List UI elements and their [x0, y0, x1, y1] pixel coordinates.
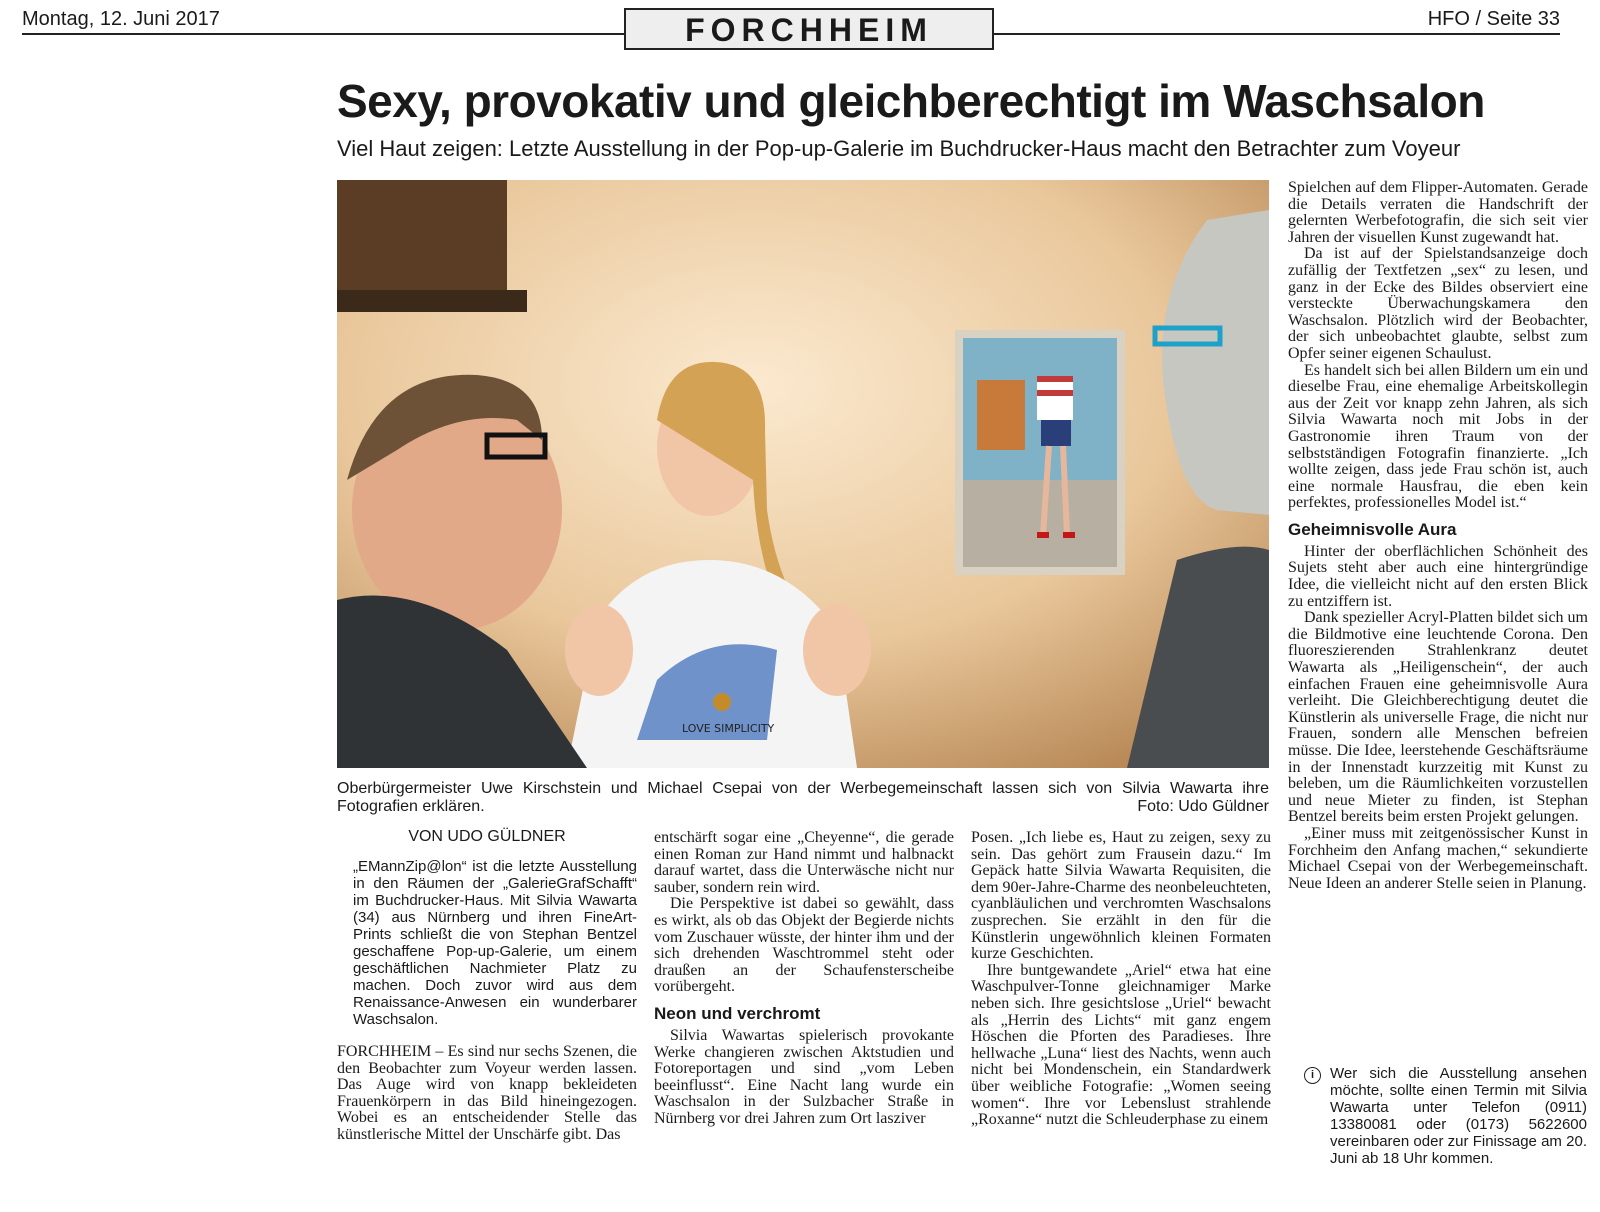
page-number: HFO / Seite 33 [1427, 8, 1560, 30]
paragraph: FORCHHEIM – Es sind nur sechs Szenen, die den Beobachter zum Voyeur werden lassen. Das Auge wird von knapp bekleideten Frauenkörpern in das Bild hineingezogen. Wobei es an entscheidender Stelle das künstlerische Mittel der Unschärfe gibt. Das [337, 1043, 637, 1143]
article-column-1 [337, 828, 637, 1144]
article-column-3 [971, 830, 1271, 1129]
paragraph: „Einer muss mit zeitgenössischer Kunst in Forchheim den Anfang machen,“ sekundierte Michael Csepai von der Werbegemeinschaft. Neue Ideen an anderer Stelle seien in Planung. [1288, 824, 1588, 892]
photo-illustration [337, 180, 1269, 768]
paragraph: Silvia Wawartas spielerisch provokante Werke changieren zwischen Aktstudien und Fotoreportagen und sind „vom Leben beeinflusst“. Eine Nacht lang wurde ein Waschsalon in der Sulzbacher Straße in Nürnberg vor drei Jahren zum Ort lasziver [654, 1026, 954, 1127]
info-box [1304, 1065, 1587, 1167]
info-text: Wer sich die Ausstellung ansehen möchte, sollte einen Termin mit Silvia Wawarta unter Telefon (0911) 13380081 oder (0173) 5622600 vereinbaren oder zur Finissage am 20. Juni ab 18 Uhr kommen. [1330, 1065, 1587, 1167]
article-column-2 [654, 830, 954, 1128]
caption-text: Oberbürgermeister Uwe Kirschstein und Michael Csepai von der Werbegemeinschaft lassen sich von Silvia Wawarta ihre Fotografien erklären. [337, 780, 1269, 815]
subheading-aura: Geheimnisvolle Aura [1288, 519, 1457, 539]
header-date: Montag, 12. Juni 2017 [22, 8, 220, 30]
paragraph: entschärft sogar eine „Cheyenne“, die gerade einen Roman zur Hand nimmt und halbnackt darauf wartet, dass die Unterwäsche nicht nur sauber, sondern rein wird. [654, 829, 954, 896]
paragraph: Ihre buntgewandete „Ariel“ etwa hat eine Waschpulver-Tonne gleichnamiger Marke neben sich. Ihre gesichtslose „Uriel“ bewacht als „Herrin des Lichts“ mit ganz engem Höschen die Pforten des Paradieses. Ihre hellwache „Luna“ liest des Nachts, wenn auch nicht bei Mondenschein, ein Standardwerk über weibliche Fotografie: „Women seeing women“. Ihre vor Lebenslust strahlende „Roxanne“ nutzt die Schleuderphase zu einem [971, 961, 1271, 1129]
paragraph: Die Perspektive ist dabei so gewählt, dass es wirkt, als ob das Objekt der Begierde nichts vom Zuschauer wüsste, der hinter ihm und der sich drehenden Waschtrommel steht oder draußen an der Schaufensterscheibe vorübergeht. [654, 895, 954, 996]
paragraph: Dank spezieller Acryl-Platten bildet sich um die Bildmotive eine leuchtende Corona. Den fluoreszierenden Strahlenkranz deutet Wawarta als „Heiligenschein“, der auch einfachen Frauen eine geheimnisvolle Aura verleiht. Die Gleichberechtigung deutet die Künstlerin als universelle Frage, die nicht nur Frauen, sondern alle Menschen befreien müsse. Die Idee, leerstehende Geschäftsräume in der Innenstadt kurzzeitig mit Kunst zu beleben, um die Räumlichkeiten vorzustellen und neue Mieter zu finden, ist Stephan Bentzel bereits beim ersten Projekt gelungen. [1288, 609, 1588, 826]
paragraph: Es handelt sich bei allen Bildern um ein und dieselbe Frau, eine ehemalige Arbeitskollegin aus der Zeit vor knapp zehn Jahren, als sich Silvia Wawarta noch mit Jobs in der Gastronomie ihren Traum von der selbstständigen Fotografin finanzierte. „Ich wollte zeigen, dass jede Frau schön ist, auch eine normale Hausfrau, die eben kein perfektes, professionelles Model ist.“ [1288, 361, 1588, 512]
info-icon: i [1304, 1067, 1321, 1084]
subheading-neon: Neon und verchromt [654, 1003, 821, 1023]
paragraph: Posen. „Ich liebe es, Haut zu zeigen, sexy zu sein. Das gehört zum Frausein dazu.“ Im Gepäck hatte Silvia Wawarta Requisiten, die dem 90er-Jahre-Charme des neonbeleuchteten, cyanbläulichen und verchromten Waschsalons zusprechen. Sie erzählt in den für die Künstlerin ungewöhnlich kleinen Formaten kurze Geschichten. [971, 829, 1271, 963]
paragraph: Da ist auf der Spielstandsanzeige doch zufällig der Textfetzen „sex“ zu lesen, und ganz in der Ecke des Bildes observiert eine versteckte Überwachungskamera den Waschsalon. Plötzlich wird der Beobachter, der sich unbeobachtet glaubte, selbst zum Opfer seiner eigenen Schaulust. [1288, 245, 1588, 362]
photo-caption [337, 780, 1269, 816]
photo-credit: Foto: Udo Güldner [1137, 798, 1269, 815]
subheadline: Viel Haut zeigen: Letzte Ausstellung in der Pop-up-Galerie im Buchdrucker-Haus macht den Betrachter zum Voyeur [337, 136, 1461, 161]
author-line: VON UDO GÜLDNER [408, 828, 566, 845]
shirt-print: LOVE SIMPLICITY [682, 722, 775, 735]
article-column-4 [1288, 180, 1588, 892]
paragraph: Spielchen auf dem Flipper-Automaten. Gerade die Details verraten die Handschrift der gelernten Werbefotografin, die sich seit vier Jahren der visuellen Kunst zugewandt hat. [1288, 179, 1588, 246]
headline: Sexy, provokativ und gleichberechtigt im Waschsalon [337, 75, 1485, 127]
section-title: FORCHHEIM [624, 8, 994, 50]
article-photo [337, 180, 1269, 768]
intro-paragraph: „EMannZip@lon“ ist die letzte Ausstellung in den Räumen der „GalerieGrafSchafft“ im Buchdrucker-Haus. Mit Silvia Wawarta (34) aus Nürnberg und ihren FineArt-Prints schließt die von Stephan Bentzel geschaffene Pop-up-Galerie, um einem geschäftlichen Nachmieter Platz zu machen. Doch zuvor wird aus dem Renaissance-Anwesen ein wunderbarer Waschsalon. [353, 858, 637, 1028]
paragraph: Hinter der oberflächlichen Schönheit des Sujets steht aber auch eine hintergründige Idee, die vielleicht nicht auf den ersten Blick zu entziffern ist. [1288, 542, 1588, 610]
